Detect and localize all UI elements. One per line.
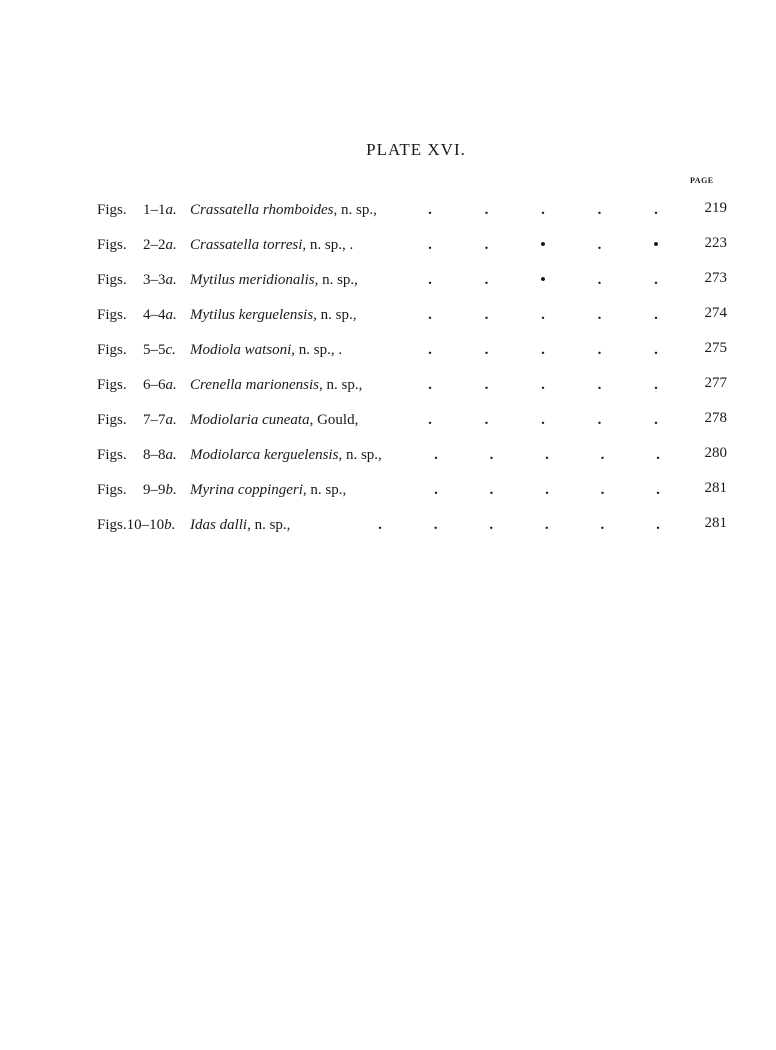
figure-range-number: 5–5 xyxy=(143,342,166,358)
species-title xyxy=(190,412,358,429)
leader-dots: . . . . . xyxy=(428,412,658,428)
page-number: 223 xyxy=(704,235,727,251)
species-title xyxy=(190,342,342,359)
page-number: 275 xyxy=(704,340,727,356)
figure-range-letter: a. xyxy=(165,377,177,393)
figure-range-number: 10–10 xyxy=(126,517,165,533)
species-name: Modiola watsoni xyxy=(190,342,292,358)
leader-dots: . . . . . xyxy=(434,447,660,463)
figure-range xyxy=(143,202,177,219)
species-suffix: , n. sp., xyxy=(302,482,347,498)
figure-range-letter: b. xyxy=(164,517,176,533)
figs-label: Figs. xyxy=(97,272,127,288)
species-name: Crassatella rhomboides xyxy=(190,202,334,218)
species-name: Modiolarca kerguelensis xyxy=(190,447,339,463)
figs-label: Figs. xyxy=(97,482,127,498)
species-name: Modiolaria cuneata xyxy=(190,412,310,428)
figure-range-number: 7–7 xyxy=(143,412,166,428)
figure-range xyxy=(143,342,176,359)
page-number: 281 xyxy=(704,515,727,531)
leader-dots: . . • . • xyxy=(428,237,659,253)
plate-entry xyxy=(97,297,727,332)
species-title xyxy=(190,237,353,254)
species-name: Crenella marionensis xyxy=(190,377,320,393)
species-name: Mytilus kerguelensis xyxy=(190,307,314,323)
species-name: Mytilus meridionalis xyxy=(190,272,315,288)
plate-entry xyxy=(97,262,727,297)
figure-range-letter: b. xyxy=(165,482,177,498)
leader-dots: . . . . . xyxy=(428,307,658,323)
plate-entry xyxy=(97,472,727,507)
leader-dots: . . . . . . xyxy=(378,517,660,533)
page-number: 281 xyxy=(704,480,727,496)
figure-range-number: 3–3 xyxy=(143,272,166,288)
species-title xyxy=(190,517,290,534)
plate-entries-list xyxy=(97,192,727,542)
figure-range-number: 2–2 xyxy=(143,237,166,253)
page-number: 277 xyxy=(704,375,727,391)
plate-entry xyxy=(97,227,727,262)
species-name: Myrina coppingeri xyxy=(190,482,303,498)
species-title xyxy=(190,202,377,219)
page-column-header: PAGE xyxy=(690,176,714,185)
plate-entry xyxy=(97,332,727,367)
leader-dots: . . . . . xyxy=(428,377,658,393)
page-number: 274 xyxy=(704,305,727,321)
figure-range xyxy=(143,412,177,429)
figs-label: Figs. xyxy=(97,517,127,533)
plate-entry xyxy=(97,437,727,472)
plate-entry xyxy=(97,367,727,402)
figure-range-letter: a. xyxy=(165,447,177,463)
species-title xyxy=(190,272,358,289)
species-name: Idas dalli xyxy=(190,517,248,533)
figure-range xyxy=(143,447,177,464)
figure-range-number: 8–8 xyxy=(143,447,166,463)
figure-range xyxy=(143,482,177,499)
figure-range-number: 4–4 xyxy=(143,307,166,323)
leader-dots: . . . . . xyxy=(428,342,658,358)
page-number: 273 xyxy=(704,270,727,286)
species-name: Crassatella torresi xyxy=(190,237,303,253)
species-suffix: , n. sp., xyxy=(314,272,358,288)
species-title xyxy=(190,377,362,394)
figure-range xyxy=(97,517,175,534)
figure-range xyxy=(143,237,177,254)
figure-range-letter: a. xyxy=(165,272,177,288)
leader-dots: . . • . . xyxy=(428,272,658,288)
species-suffix: , Gould, xyxy=(309,412,359,428)
figure-range-letter: a. xyxy=(165,412,177,428)
species-suffix: , n. sp., xyxy=(338,447,382,463)
page-number: 278 xyxy=(704,410,727,426)
figs-label: Figs. xyxy=(97,447,127,463)
figs-label: Figs. xyxy=(97,412,127,428)
species-suffix: , n. sp., xyxy=(313,307,357,323)
species-suffix: , n. sp., xyxy=(319,377,363,393)
figure-range xyxy=(143,377,177,394)
figure-range-number: 9–9 xyxy=(143,482,166,498)
figs-label: Figs. xyxy=(97,307,127,323)
page-number: 280 xyxy=(704,445,727,461)
plate-entry xyxy=(97,507,727,542)
species-suffix: , n. sp., . xyxy=(302,237,354,253)
figs-label: Figs. xyxy=(97,342,127,358)
plate-title: PLATE XVI. xyxy=(366,140,466,159)
figure-range-letter: a. xyxy=(165,237,177,253)
species-suffix: , n. sp., xyxy=(247,517,291,533)
species-title xyxy=(190,482,346,499)
figure-range-letter: a. xyxy=(165,307,177,323)
figs-label: Figs. xyxy=(97,377,127,393)
species-suffix: , n. sp., . xyxy=(291,342,343,358)
plate-entry xyxy=(97,192,727,227)
figure-range-number: 1–1 xyxy=(143,202,166,218)
plate-entry xyxy=(97,402,727,437)
species-title xyxy=(190,447,382,464)
figs-label: Figs. xyxy=(97,237,127,253)
figure-range-letter: a. xyxy=(165,202,177,218)
leader-dots: . . . . . xyxy=(428,202,658,218)
figure-range-letter: c. xyxy=(165,342,176,358)
species-title xyxy=(190,307,357,324)
figure-range xyxy=(143,272,177,289)
species-suffix: , n. sp., xyxy=(333,202,377,218)
page-number: 219 xyxy=(704,200,727,216)
figure-range-number: 6–6 xyxy=(143,377,166,393)
leader-dots: . . . . . xyxy=(434,482,660,498)
figs-label: Figs. xyxy=(97,202,127,218)
figure-range xyxy=(143,307,177,324)
